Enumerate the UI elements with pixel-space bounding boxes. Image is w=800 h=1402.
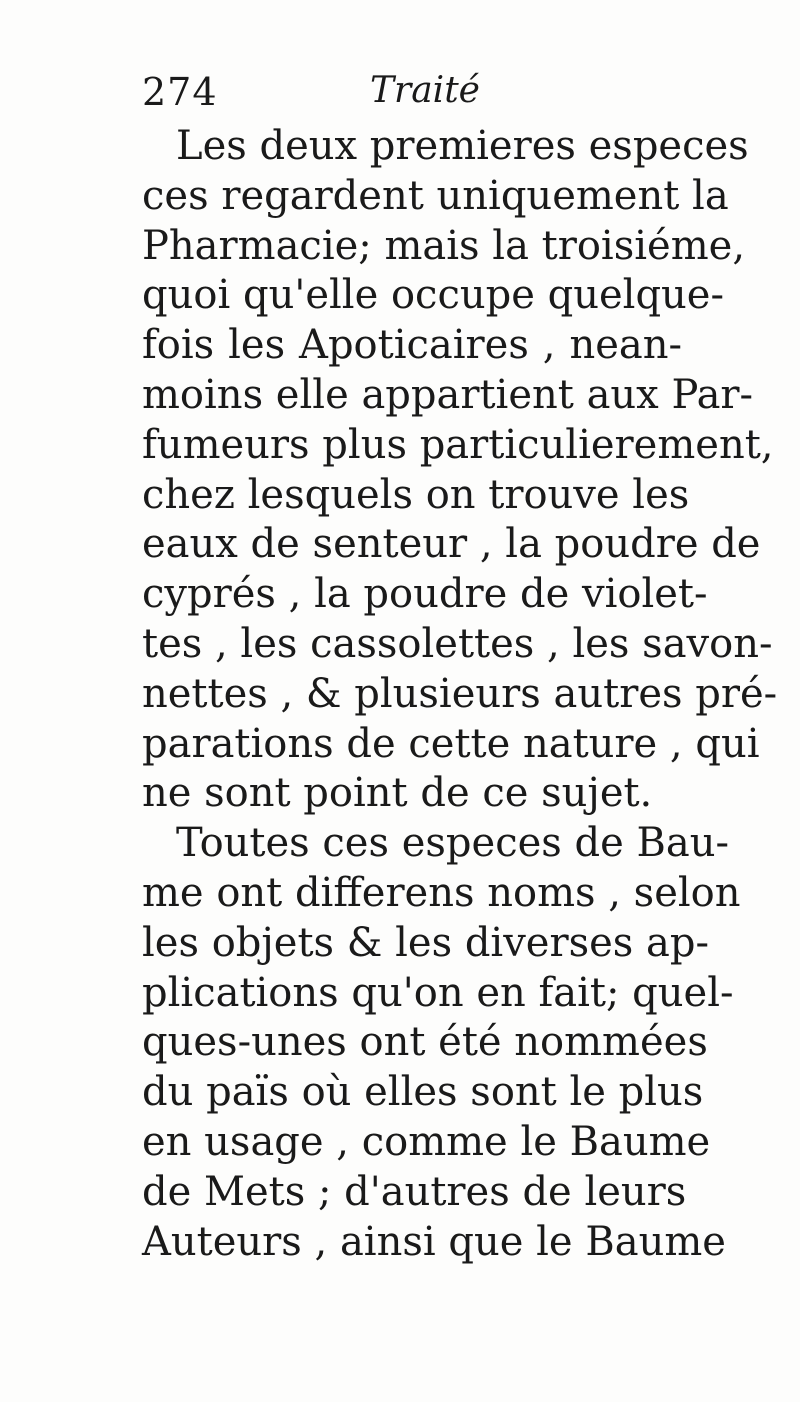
body-text — [142, 122, 778, 1267]
text-line: Toutes ces especes de Bau- — [176, 820, 730, 867]
text-line: eaux de senteur , la poudre de — [142, 521, 761, 568]
text-line: Pharmacie; mais la troisiéme, — [142, 222, 746, 269]
running-title: Traité — [370, 70, 480, 111]
page-header — [142, 70, 702, 120]
text-line: cyprés , la poudre de violet- — [142, 571, 708, 618]
text-line: tes , les cassolettes , les savon- — [142, 620, 773, 667]
text-line: parations de cette nature , qui — [142, 720, 760, 767]
text-line: Les deux premieres especes — [176, 123, 749, 169]
text-line: nettes , & plusieurs autres pré- — [142, 670, 778, 717]
text-line: chez lesquels on trouve les — [142, 471, 690, 518]
text-line: du païs où elles sont le plus — [142, 1069, 704, 1116]
text-line: ques-unes ont été nommées — [142, 1019, 708, 1066]
text-line: quoi qu'elle occupe quelque- — [142, 272, 724, 319]
text-line: fois les Apoticaires , nean- — [142, 322, 682, 369]
page-number: 274 — [142, 70, 218, 114]
text-line: me ont differens noms , selon — [142, 869, 741, 916]
text-line: ces regardent uniquement la — [142, 172, 729, 219]
text-line: moins elle appartient aux Par- — [142, 371, 754, 418]
text-line: les objets & les diverses ap- — [142, 919, 710, 966]
text-line: de Mets ; d'autres de leurs — [142, 1168, 687, 1215]
text-line: en usage , comme le Baume — [142, 1118, 711, 1165]
text-line: ne sont point de ce sujet. — [142, 770, 653, 817]
text-line: fumeurs plus particulierement, — [142, 421, 774, 468]
text-line: Auteurs , ainsi que le Baume — [142, 1218, 726, 1265]
text-line: plications qu'on en fait; quel- — [142, 969, 734, 1016]
